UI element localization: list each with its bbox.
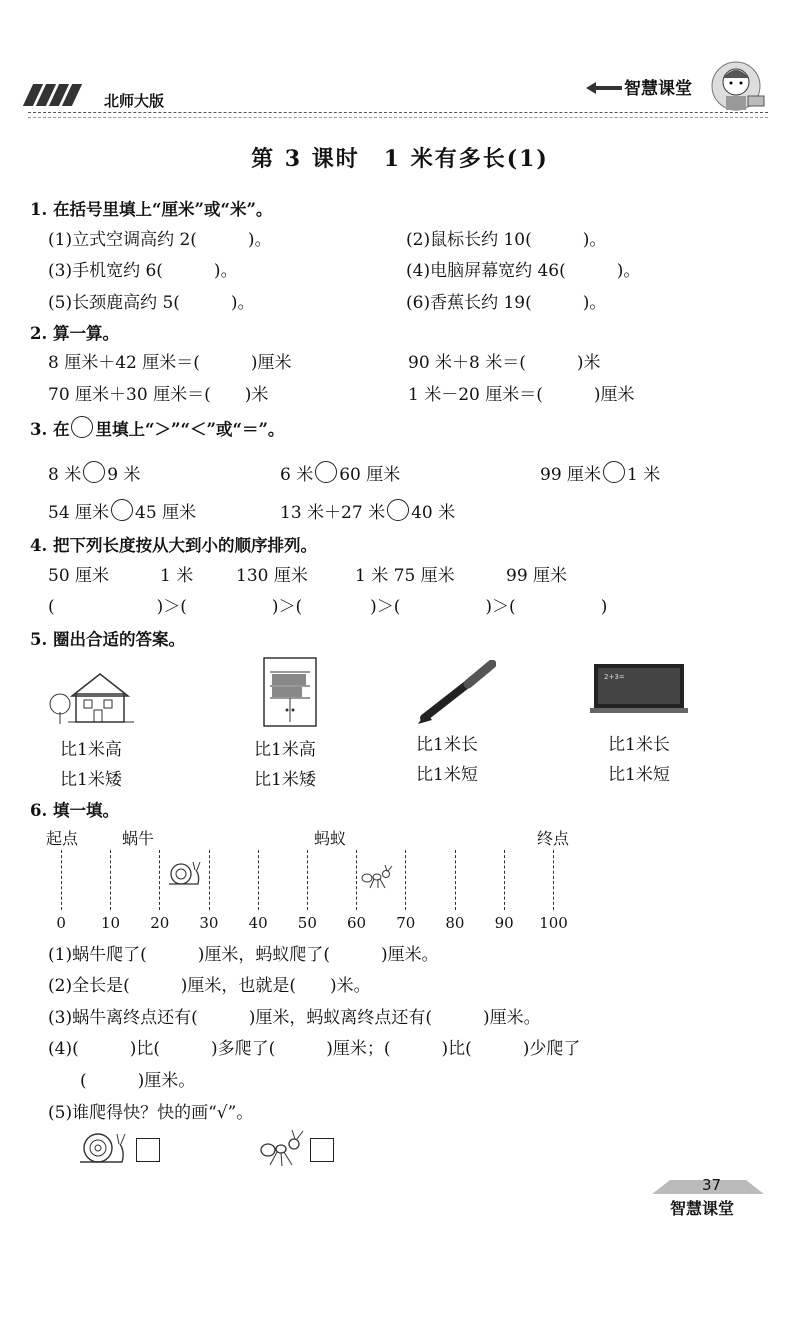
- q5-option-blackboard-a[interactable]: 比1米长: [608, 735, 670, 755]
- ruler-guide-line: [405, 850, 406, 910]
- snail-icon: [76, 1128, 128, 1172]
- q4-order-line[interactable]: ( )＞( )＞( )＞( )＞( ): [48, 597, 608, 617]
- answer-circle[interactable]: [315, 461, 337, 483]
- q2-title: 2. 算一算。: [30, 324, 119, 343]
- q1-item-2: (2)鼠标长约 10( )。: [406, 230, 607, 250]
- label-end: 终点: [537, 829, 570, 848]
- header-stripes-decoration: [28, 84, 88, 106]
- q1-item-3: (3)手机宽约 6( )。: [48, 261, 238, 281]
- ruler-tick-label: 50: [297, 914, 317, 932]
- q1-title: 1. 在括号里填上“厘米”或“米”。: [30, 200, 273, 219]
- q5-option-house-a[interactable]: 比1米高: [60, 740, 122, 760]
- q1-item-4: (4)电脑屏幕宽约 46( )。: [406, 261, 641, 281]
- ruler-tick-label: 80: [445, 914, 465, 932]
- snail-icon: [166, 858, 202, 894]
- q5-option-bookcase-b[interactable]: 比1米矮: [254, 770, 316, 790]
- q2-item-2: 90 米＋8 米＝( )米: [408, 353, 601, 373]
- girl-mascot-icon: [700, 56, 770, 118]
- ruler-guide-line: [209, 850, 210, 910]
- q6-item-4-continued: ( )厘米。: [80, 1071, 196, 1091]
- ruler-tick-label: 100: [539, 914, 568, 932]
- ant-icon: [360, 864, 396, 894]
- q6-item-3: (3)蜗牛离终点还有( )厘米，蚂蚁离终点还有( )厘米。: [48, 1008, 541, 1028]
- blackboard-icon: [590, 662, 688, 722]
- bookcase-icon: [262, 656, 320, 732]
- footer-brand: 智慧课堂: [670, 1199, 735, 1218]
- q1-item-6: (6)香蕉长约 19( )。: [406, 293, 607, 313]
- q2-item-1: 8 厘米＋42 厘米＝( )厘米: [48, 353, 292, 373]
- pen-icon: [416, 660, 496, 730]
- q3-item-2: 6 米 60 厘米: [280, 460, 400, 485]
- answer-circle[interactable]: [603, 461, 625, 483]
- q3-title: [30, 416, 284, 440]
- house-icon: [48, 666, 138, 730]
- q6-title: 6. 填一填。: [30, 801, 119, 820]
- ruler-guide-line: [110, 850, 111, 910]
- ruler-tick-label: 70: [396, 914, 416, 932]
- q5-option-house-b[interactable]: 比1米矮: [60, 770, 122, 790]
- label-ant: 蚂蚁: [314, 829, 347, 848]
- edition-label: 北师大版: [104, 92, 165, 110]
- q5-option-bookcase-a[interactable]: 比1米高: [254, 740, 316, 760]
- ruler-tick-label: 60: [347, 914, 367, 932]
- label-start: 起点: [46, 829, 79, 848]
- ruler-tick-label: 10: [101, 914, 121, 932]
- ruler-guide-line: [159, 850, 160, 910]
- q3-item-1: 8 米 9 米: [48, 460, 140, 485]
- q3-title-end: 里填上“＞”“＜”或“＝”。: [95, 420, 285, 439]
- q6-item-4: (4)( )比( )多爬了( )厘米；( )比( )少爬了: [48, 1039, 581, 1059]
- ruler-guide-line: [307, 850, 308, 910]
- snail-answer-box[interactable]: [136, 1138, 160, 1162]
- ruler-guide-line: [61, 850, 62, 910]
- answer-circle[interactable]: [83, 461, 105, 483]
- q1-item-1: (1)立式空调高约 2( )。: [48, 230, 272, 250]
- compare-circle-icon: [71, 416, 93, 438]
- q4-length-2: 1 米: [160, 566, 194, 586]
- q4-length-3: 130 厘米: [236, 566, 308, 586]
- header-divider-secondary: [28, 117, 768, 118]
- q5-option-pen-b[interactable]: 比1米短: [416, 765, 478, 785]
- svg-text:2+3=: 2+3=: [604, 673, 625, 681]
- q3-item-5: 13 米＋27 米 40 米: [280, 498, 455, 523]
- q5-title: 5. 圈出合适的答案。: [30, 630, 185, 649]
- ruler-guide-line: [258, 850, 259, 910]
- q6-item-1: (1)蜗牛爬了( )厘米，蚂蚁爬了( )厘米。: [48, 945, 439, 965]
- label-snail: 蜗牛: [122, 829, 155, 848]
- answer-circle[interactable]: [387, 499, 409, 521]
- brand-arrow-icon: [586, 80, 622, 99]
- header-divider: [28, 112, 768, 113]
- ruler-tick-label: 30: [199, 914, 219, 932]
- q6-item-5: (5)谁爬得快？快的画“√”。: [48, 1103, 254, 1123]
- ruler-tick-label: 90: [494, 914, 514, 932]
- q4-length-5: 99 厘米: [506, 566, 568, 586]
- ruler-guide-line: [356, 850, 357, 910]
- q5-option-pen-a[interactable]: 比1米长: [416, 735, 478, 755]
- ruler-tick-label: 40: [248, 914, 268, 932]
- ruler-guide-line: [455, 850, 456, 910]
- q1-item-5: (5)长颈鹿高约 5( )。: [48, 293, 255, 313]
- ant-answer-box[interactable]: [310, 1138, 334, 1162]
- ruler-guide-line: [504, 850, 505, 910]
- q6-item-2: (2)全长是( )厘米，也就是( )米。: [48, 976, 371, 996]
- q3-item-4: 54 厘米 45 厘米: [48, 498, 196, 523]
- q2-item-4: 1 米－20 厘米＝( )厘米: [408, 385, 635, 405]
- ruler-tick-label: 0: [56, 914, 66, 932]
- lesson-title: 第 3 课时 1 米有多长(1): [251, 146, 549, 172]
- ruler-guide-line: [553, 850, 554, 910]
- ruler-tick-label: 20: [150, 914, 170, 932]
- q3-item-3: 99 厘米 1 米: [540, 460, 660, 485]
- q5-option-blackboard-b[interactable]: 比1米短: [608, 765, 670, 785]
- ant-icon: [258, 1128, 308, 1172]
- brand-title: 智慧课堂: [624, 79, 692, 99]
- q4-length-1: 50 厘米: [48, 566, 110, 586]
- q4-title: 4. 把下列长度按从大到小的顺序排列。: [30, 536, 317, 555]
- q3-title-start: 3. 在: [30, 420, 70, 439]
- q4-length-4: 1 米 75 厘米: [355, 566, 455, 586]
- q2-item-3: 70 厘米＋30 厘米＝( )米: [48, 385, 269, 405]
- page-number: 37: [702, 1176, 722, 1194]
- answer-circle[interactable]: [111, 499, 133, 521]
